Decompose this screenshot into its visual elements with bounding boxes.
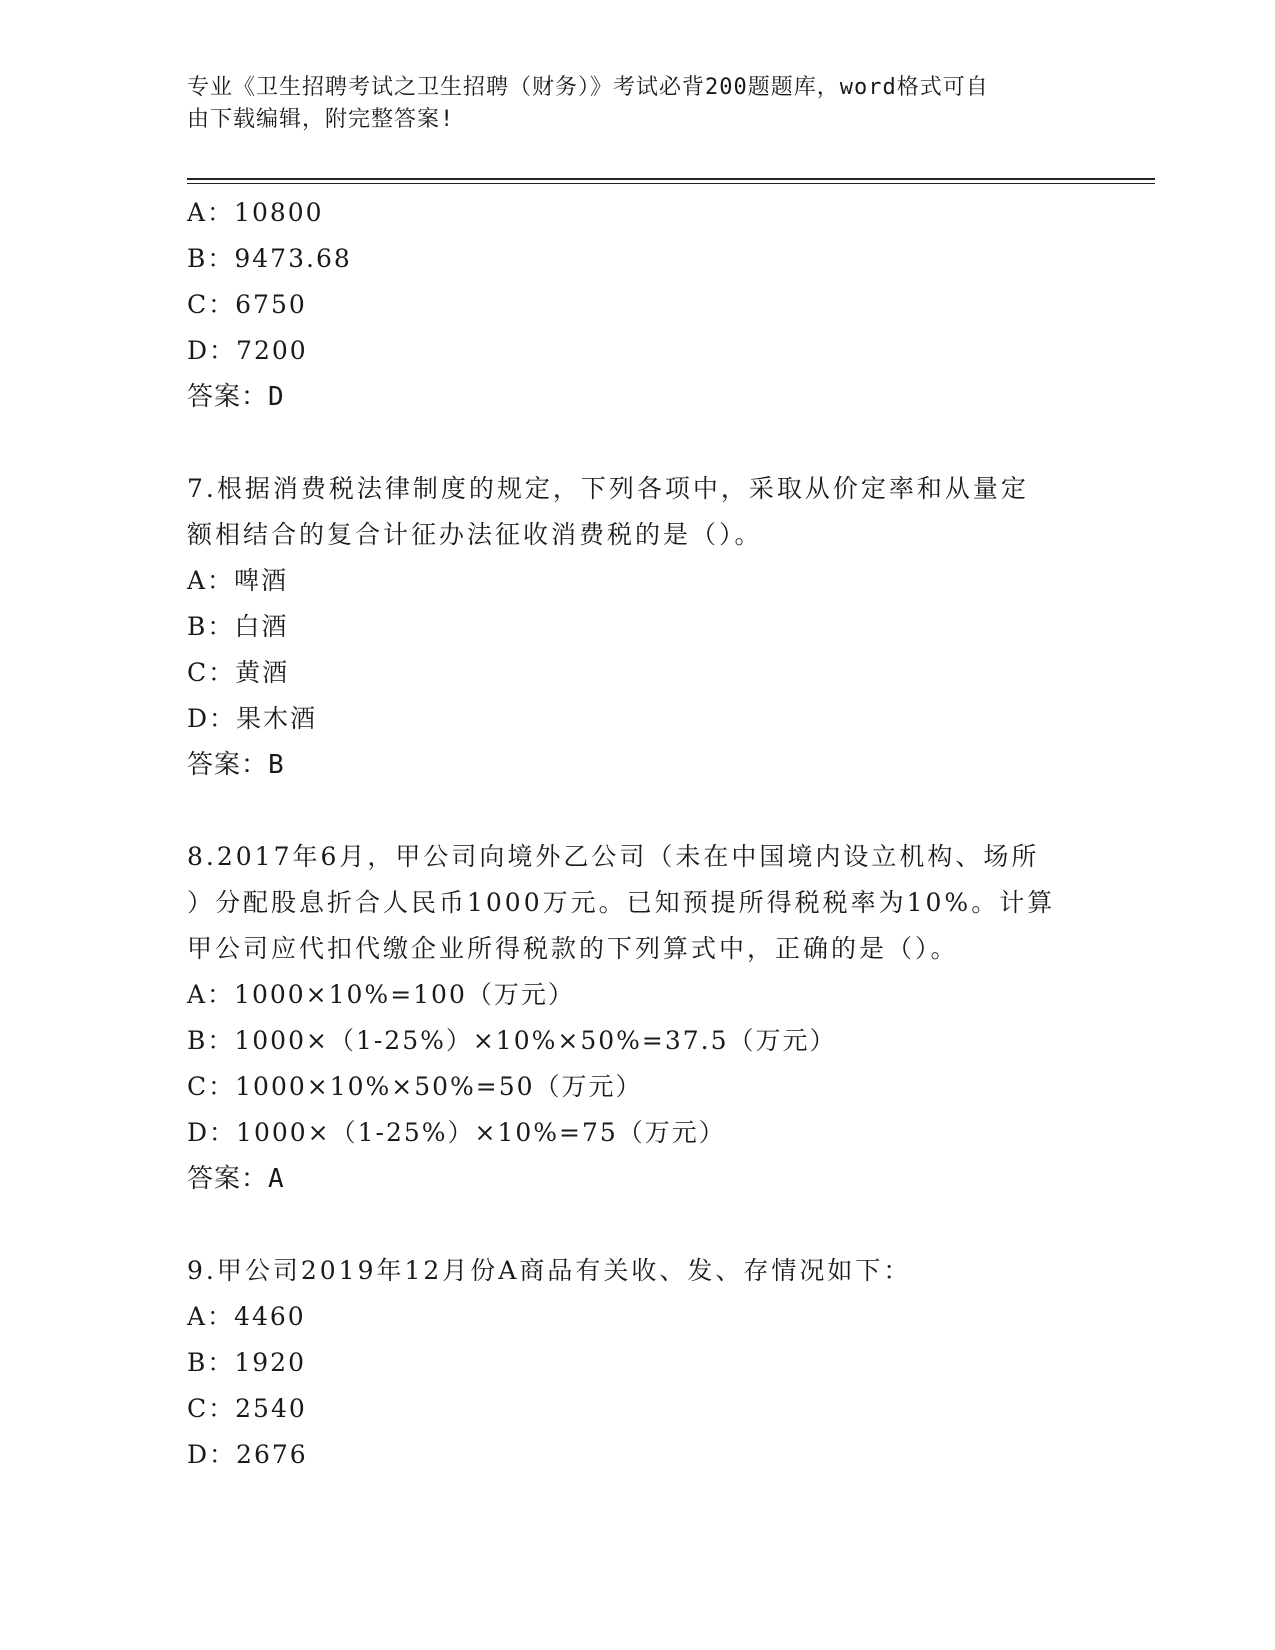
option-d: D：果木酒 — [187, 704, 318, 733]
header-divider-thin — [187, 183, 1155, 184]
option-c: C：6750 — [187, 290, 307, 319]
option-a: A：10800 — [187, 198, 324, 227]
answer-line: 答案：D — [187, 382, 285, 412]
document-header — [187, 72, 1067, 136]
option-a: A：4460 — [187, 1302, 306, 1331]
header-line-2: 由下载编辑，附完整答案! — [187, 107, 455, 132]
stem-line-2: ）分配股息折合人民币1000万元。已知预提所得税税率为10%。计算 — [187, 888, 1056, 917]
option-a: A：1000×10%=100（万元） — [187, 980, 575, 1009]
option-d: D：1000×（1-25%）×10%=75（万元） — [187, 1118, 726, 1147]
option-b: B：9473.68 — [187, 244, 352, 273]
stem-line-1: 8.2017年6月，甲公司向境外乙公司（未在中国境内设立机构、场所 — [187, 842, 1040, 871]
stem-line-2: 额相结合的复合计征办法征收消费税的是（）。 — [187, 520, 763, 549]
question-6 — [187, 190, 1087, 420]
stem-line-1: 7.根据消费税法律制度的规定，下列各项中，采取从价定率和从量定 — [187, 474, 1029, 503]
question-7 — [187, 466, 1087, 788]
answer-line: 答案：A — [187, 1164, 285, 1194]
stem-line-1: 9.甲公司2019年12月份A商品有关收、发、存情况如下： — [187, 1256, 912, 1285]
option-d: D：7200 — [187, 336, 308, 365]
question-stem — [187, 466, 1087, 558]
option-b: B：1920 — [187, 1348, 306, 1377]
question-stem — [187, 834, 1087, 972]
header-divider-thick — [187, 178, 1155, 180]
stem-line-3: 甲公司应代扣代缴企业所得税款的下列算式中，正确的是（）。 — [187, 934, 959, 963]
question-9 — [187, 1248, 1087, 1478]
header-line-1: 专业《卫生招聘考试之卫生招聘（财务）》考试必背200题题库，word格式可自 — [187, 75, 989, 100]
option-a: A：啤酒 — [187, 566, 289, 595]
option-b: B：白酒 — [187, 612, 289, 641]
option-b: B：1000×（1-25%）×10%×50%=37.5（万元） — [187, 1026, 837, 1055]
option-c: C：黄酒 — [187, 658, 290, 687]
option-c: C：1000×10%×50%=50（万元） — [187, 1072, 643, 1101]
question-list — [187, 190, 1087, 1478]
option-c: C：2540 — [187, 1394, 307, 1423]
option-d: D：2676 — [187, 1440, 308, 1469]
question-stem — [187, 1248, 1087, 1294]
question-8 — [187, 834, 1087, 1202]
answer-line: 答案：B — [187, 750, 285, 780]
